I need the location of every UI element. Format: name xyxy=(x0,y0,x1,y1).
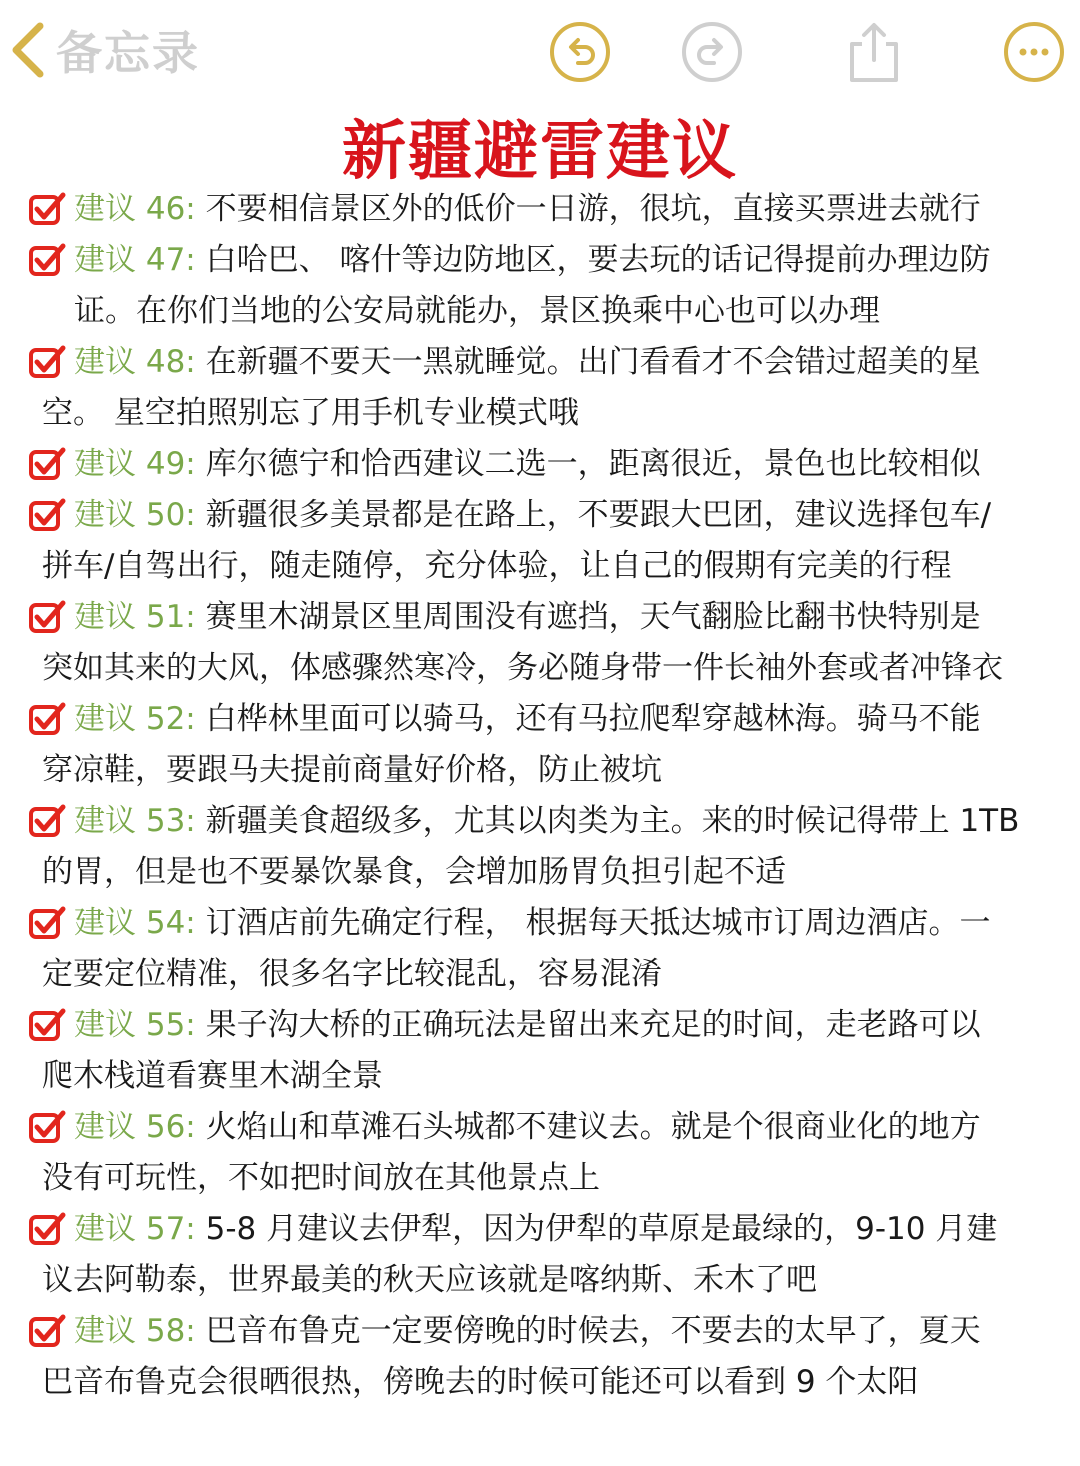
list-item xyxy=(28,1102,1048,1204)
item-continuation: 空。 星空拍照别忘了用手机专业模式哦 xyxy=(42,395,579,431)
item-first-line xyxy=(28,599,981,635)
chevron-left-icon xyxy=(8,20,48,80)
item-text: 白桦林里面可以骑马，还有马拉爬犁穿越林海。骑马不能 xyxy=(205,701,981,737)
item-first-line xyxy=(28,242,990,278)
item-continuation: 穿凉鞋，要跟马夫提前商量好价格，防止被坑 xyxy=(42,752,662,788)
list-item xyxy=(28,235,1048,337)
item-first-line xyxy=(28,497,991,533)
redo-button[interactable] xyxy=(680,20,744,84)
item-text: 库尔德宁和恰西建议二选一，距离很近，景色也比较相似 xyxy=(205,446,981,482)
item-label: 建议 53: xyxy=(74,803,196,839)
item-label: 建议 55: xyxy=(74,1007,196,1043)
item-label: 建议 51: xyxy=(74,599,196,635)
item-first-line xyxy=(28,1109,981,1145)
item-text: 不要相信景区外的低价一日游，很坑，直接买票进去就行 xyxy=(205,191,981,227)
checkbox-checked-icon[interactable] xyxy=(28,192,66,226)
item-text: 新疆很多美景都是在路上，不要跟大巴团，建议选择包车/ xyxy=(205,497,992,533)
item-first-line xyxy=(28,344,981,380)
checkbox-checked-icon[interactable] xyxy=(28,702,66,736)
item-continuation: 爬木栈道看赛里木湖全景 xyxy=(42,1058,383,1094)
item-continuation: 证。在你们当地的公安局就能办，景区换乘中心也可以办理 xyxy=(74,293,880,329)
list-item xyxy=(28,490,1048,592)
checkbox-checked-icon[interactable] xyxy=(28,345,66,379)
top-toolbar xyxy=(0,0,1080,100)
more-icon xyxy=(1002,20,1066,84)
list-item xyxy=(28,898,1048,1000)
checkbox-checked-icon[interactable] xyxy=(28,600,66,634)
list-item xyxy=(28,592,1048,694)
item-text: 订酒店前先确定行程， 根据每天抵达城市订周边酒店。一 xyxy=(205,905,991,941)
list-item xyxy=(28,694,1048,796)
page-title: 新疆避雷建议 xyxy=(342,115,738,189)
item-text: 赛里木湖景区里周围没有遮挡，天气翻脸比翻书快特别是 xyxy=(205,599,981,635)
share-icon xyxy=(842,20,906,84)
item-label: 建议 52: xyxy=(74,701,196,737)
checkbox-checked-icon[interactable] xyxy=(28,804,66,838)
list-item xyxy=(28,796,1048,898)
undo-icon xyxy=(548,20,612,84)
item-text: 果子沟大桥的正确玩法是留出来充足的时间，走老路可以 xyxy=(205,1007,981,1043)
item-text: 5-8 月建议去伊犁，因为伊犁的草原是最绿的，9-10 月建 xyxy=(205,1211,998,1247)
item-text: 巴音布鲁克一定要傍晚的时候去，不要去的太早了，夏天 xyxy=(205,1313,981,1349)
undo-button[interactable] xyxy=(548,20,612,84)
item-first-line xyxy=(28,1007,981,1043)
item-text: 白哈巴、 喀什等边防地区，要去玩的话记得提前办理边防 xyxy=(205,242,991,278)
item-text: 新疆美食超级多，尤其以肉类为主。来的时候记得带上 1TB xyxy=(205,803,1020,839)
item-label: 建议 46: xyxy=(74,191,196,227)
item-first-line xyxy=(28,905,990,941)
item-continuation: 的胃，但是也不要暴饮暴食，会增加肠胃负担引起不适 xyxy=(42,854,786,890)
item-label: 建议 47: xyxy=(74,242,196,278)
checkbox-checked-icon[interactable] xyxy=(28,1110,66,1144)
list-item xyxy=(28,337,1048,439)
item-continuation: 没有可玩性，不如把时间放在其他景点上 xyxy=(42,1160,600,1196)
item-label: 建议 57: xyxy=(74,1211,196,1247)
item-first-line xyxy=(28,446,981,482)
item-first-line xyxy=(28,1211,997,1247)
list-item xyxy=(28,1204,1048,1306)
checkbox-checked-icon[interactable] xyxy=(28,1314,66,1348)
list-item xyxy=(28,1000,1048,1102)
checkbox-checked-icon[interactable] xyxy=(28,906,66,940)
back-button[interactable] xyxy=(8,18,200,82)
list-item xyxy=(28,1306,1048,1408)
item-first-line xyxy=(28,191,981,227)
item-text: 在新疆不要天一黑就睡觉。出门看看才不会错过超美的星 xyxy=(205,344,981,380)
item-first-line xyxy=(28,701,981,737)
item-continuation: 议去阿勒泰，世界最美的秋天应该就是喀纳斯、禾木了吧 xyxy=(42,1262,817,1298)
item-label: 建议 56: xyxy=(74,1109,196,1145)
item-text: 火焰山和草滩石头城都不建议去。就是个很商业化的地方 xyxy=(205,1109,981,1145)
item-first-line xyxy=(28,1313,981,1349)
item-label: 建议 48: xyxy=(74,344,196,380)
checkbox-checked-icon[interactable] xyxy=(28,1008,66,1042)
item-label: 建议 49: xyxy=(74,446,196,482)
more-button[interactable] xyxy=(1002,20,1066,84)
share-button[interactable] xyxy=(842,20,906,84)
item-continuation: 巴音布鲁克会很晒很热，傍晚去的时候可能还可以看到 9 个太阳 xyxy=(42,1364,919,1400)
checkbox-checked-icon[interactable] xyxy=(28,1212,66,1246)
item-label: 建议 54: xyxy=(74,905,196,941)
item-continuation: 突如其来的大风，体感骤然寒冷，务必随身带一件长袖外套或者冲锋衣 xyxy=(42,650,1003,686)
item-continuation: 拼车/自驾出行，随走随停，充分体验，让自己的假期有完美的行程 xyxy=(42,548,952,584)
suggestion-list xyxy=(28,184,1048,1408)
checkbox-checked-icon[interactable] xyxy=(28,498,66,532)
list-item xyxy=(28,184,1048,235)
item-label: 建议 58: xyxy=(74,1313,196,1349)
item-continuation: 定要定位精准，很多名字比较混乱，容易混淆 xyxy=(42,956,662,992)
list-item xyxy=(28,439,1048,490)
redo-icon xyxy=(680,20,744,84)
item-label: 建议 50: xyxy=(74,497,196,533)
back-label: 备忘录 xyxy=(56,26,200,80)
item-first-line xyxy=(28,803,1019,839)
checkbox-checked-icon[interactable] xyxy=(28,447,66,481)
checkbox-checked-icon[interactable] xyxy=(28,243,66,277)
